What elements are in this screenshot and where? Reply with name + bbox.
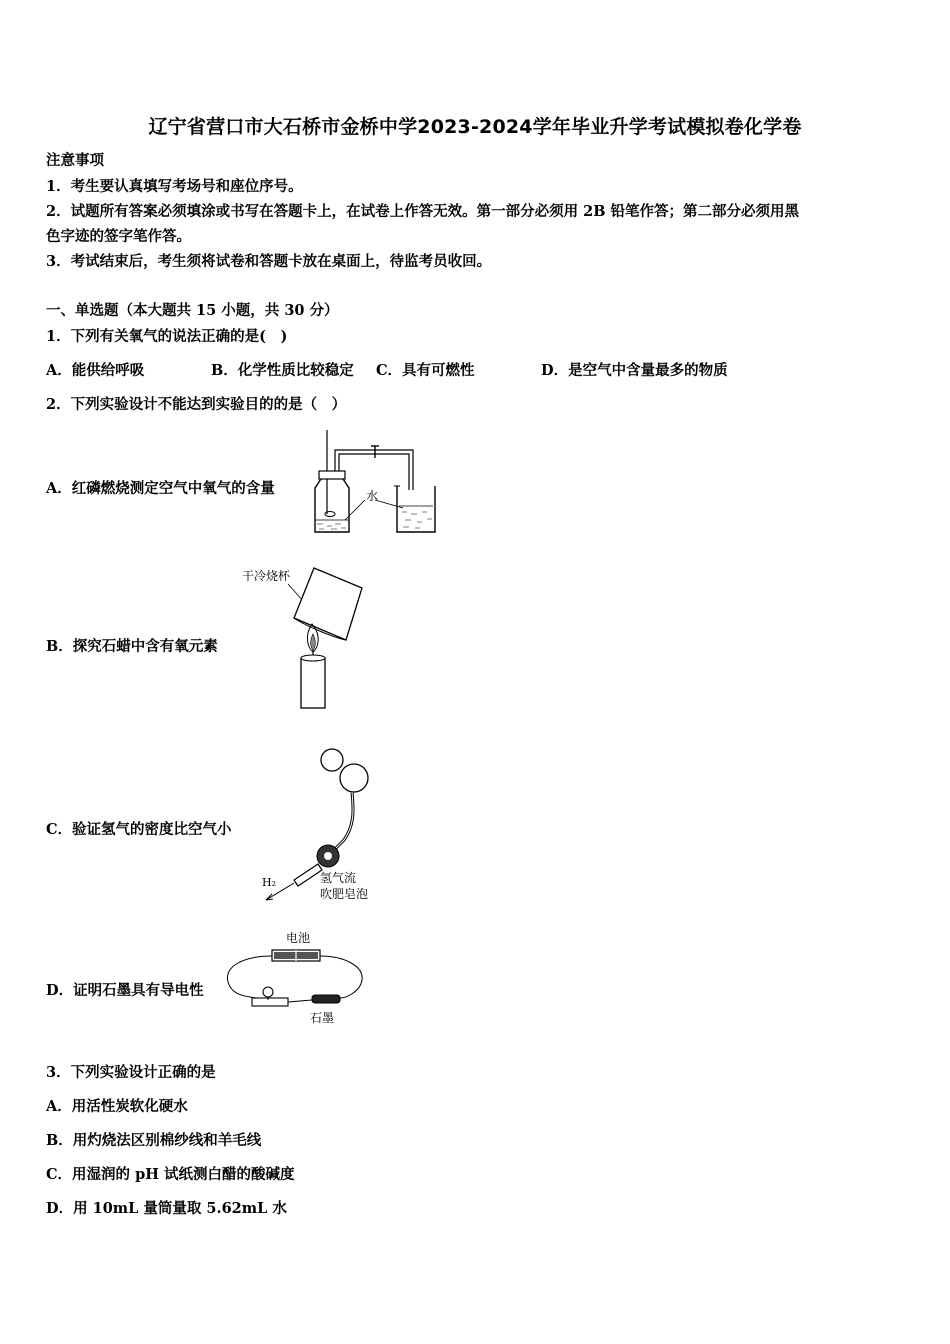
q3-option-b: B．用灼烧法区别棉纱线和羊毛线	[46, 1132, 262, 1149]
blow-bubble-label: 吹肥皂泡	[320, 887, 369, 901]
q1-stem: 1．下列有关氧气的说法正确的是( )	[46, 328, 288, 345]
red-phosphorus-apparatus-figure	[305, 428, 440, 538]
section-heading: 一、单选题（本大题共 15 小题，共 30 分）	[46, 302, 339, 319]
candle-cold-beaker-figure	[238, 562, 368, 712]
graphite-conductivity-figure	[224, 926, 374, 1026]
hydrogen-flow-label: 氢气流	[320, 871, 357, 885]
q3-stem: 3．下列实验设计正确的是	[46, 1064, 216, 1081]
notice-item-3: 3．考试结束后，考生须将试卷和答题卡放在桌面上，待监考员收回。	[46, 253, 492, 270]
q1-option-d: D．是空气中含量最多的物质	[541, 362, 728, 379]
notice-item-2: 2．试题所有答案必须填涂或书写在答题卡上，在试卷上作答无效。第一部分必须用 2B 铅笔作答；第二部分必须用黑	[46, 203, 800, 220]
q2-option-b: B．探究石蜡中含有氧元素	[46, 638, 218, 655]
q2-option-c: C．验证氢气的密度比空气小	[46, 821, 232, 838]
dry-cold-beaker-label: 干冷烧杯	[242, 569, 291, 583]
q3-option-a: A．用活性炭软化硬水	[46, 1098, 188, 1115]
q3-option-c: C．用湿润的 pH 试纸测白醋的酸碱度	[46, 1166, 295, 1183]
notice-item-2-cont: 色字迹的签字笔作答。	[46, 228, 191, 245]
h2-label: H₂	[262, 876, 277, 889]
notice-heading: 注意事项	[46, 152, 104, 169]
notice-item-1: 1．考生要认真填写考场号和座位序号。	[46, 178, 303, 195]
q3-option-d: D．用 10mL 量筒量取 5.62mL 水	[46, 1200, 287, 1217]
q1-option-c: C．具有可燃性	[376, 362, 475, 379]
water-label: 水	[366, 489, 379, 503]
q2-option-a: A．红磷燃烧测定空气中氧气的含量	[46, 480, 275, 497]
q1-option-b: B．化学性质比较稳定	[211, 362, 354, 379]
q1-option-a: A．能供给呼吸	[46, 362, 145, 379]
battery-label: 电池	[286, 931, 311, 945]
page-title: 辽宁省营口市大石桥市金桥中学2023-2024学年毕业升学考试模拟卷化学卷	[148, 116, 802, 138]
graphite-label: 石墨	[310, 1011, 335, 1025]
q2-option-d: D．证明石墨具有导电性	[46, 982, 204, 999]
hydrogen-soap-bubble-figure	[258, 742, 388, 907]
q2-stem: 2．下列实验设计不能达到实验目的的是（ ）	[46, 396, 347, 413]
